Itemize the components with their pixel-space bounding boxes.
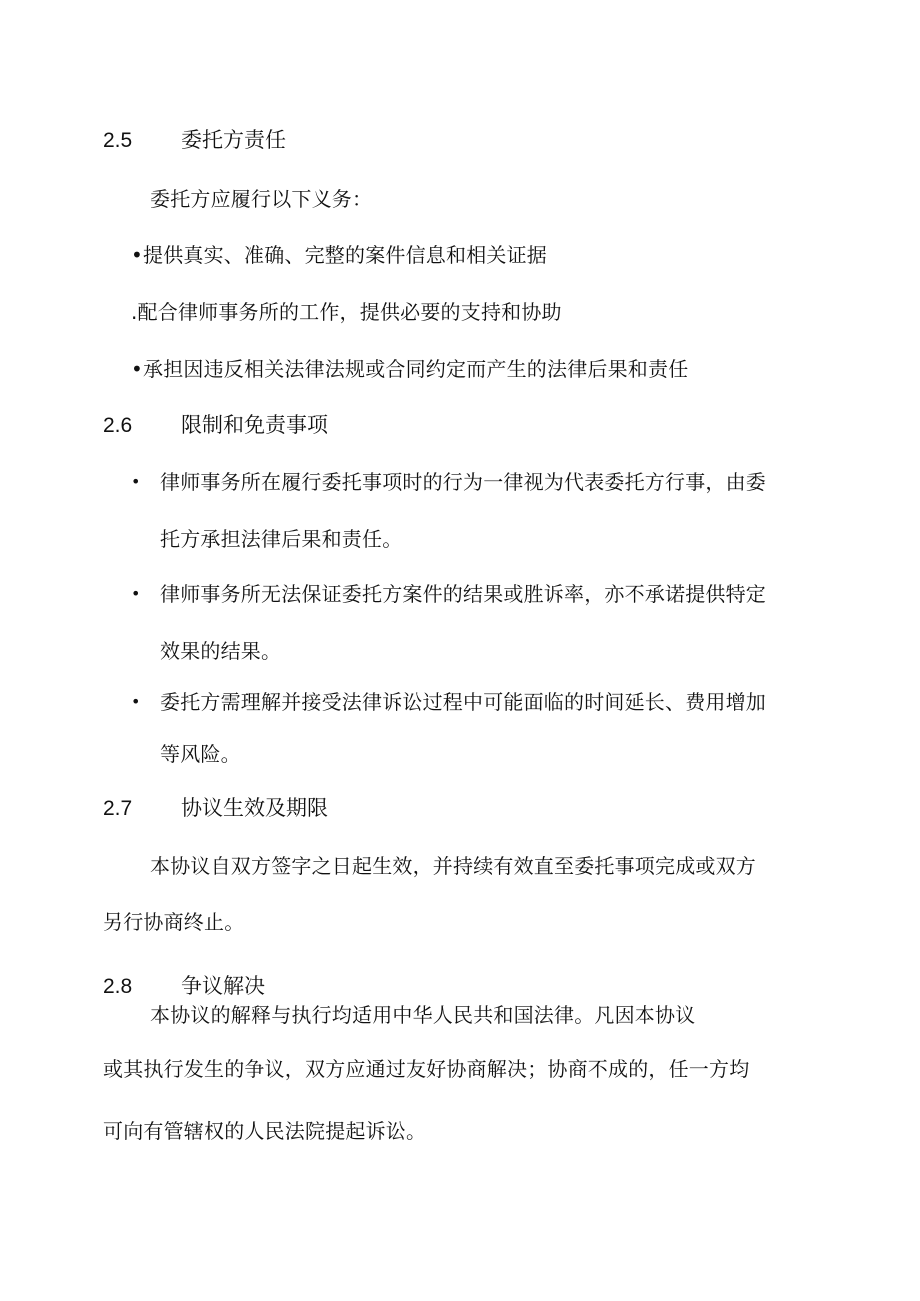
section-number: 2.6 [103,414,133,437]
paragraph-line: 本协议的解释与执行均适用中华人民共和国法律。凡因本协议 [150,1003,696,1027]
section-title: 委托方责任 [181,128,286,152]
section-title: 协议生效及期限 [181,796,328,820]
list-item-continuation: 托方承担法律后果和责任。 [160,527,403,551]
list-item: 委托方需理解并接受法律诉讼过程中可能面临的时间延长、费用增加 [160,690,766,714]
section-heading-2-7 [103,794,328,823]
section-heading-2-5 [103,126,286,155]
section-title: 争议解决 [181,974,265,998]
section-intro: 委托方应履行以下义务： [150,187,373,211]
bullet-icon: • [131,472,141,491]
bullet-icon: • [131,584,141,603]
list-item: •提供真实、准确、完整的案件信息和相关证据 [131,243,547,267]
section-number: 2.5 [103,129,133,152]
section-title: 限制和免责事项 [181,413,328,437]
section-number: 2.7 [103,797,133,820]
paragraph-line: 或其执行发生的争议，双方应通过友好协商解决；协商不成的，任一方均 [103,1057,750,1081]
section-heading-2-6 [103,411,328,440]
section-heading-2-8 [103,972,265,1001]
list-item: 律师事务所在履行委托事项时的行为一律视为代表委托方行事，由委 [160,470,766,494]
paragraph-line: 另行协商终止。 [103,910,245,934]
list-item-continuation: 效果的结果。 [160,639,282,663]
paragraph-line: 可向有管辖权的人民法院提起诉讼。 [103,1119,427,1143]
list-item-continuation: 等风险。 [160,742,241,766]
paragraph-line: 本协议自双方签字之日起生效，并持续有效直至委托事项完成或双方 [150,854,756,878]
section-number: 2.8 [103,975,133,998]
bullet-icon: • [131,692,141,711]
list-item: .配合律师事务所的工作，提供必要的支持和协助 [131,300,562,324]
list-item: 律师事务所无法保证委托方案件的结果或胜诉率，亦不承诺提供特定 [160,582,766,606]
list-item: •承担因违反相关法律法规或合同约定而产生的法律后果和责任 [131,357,689,381]
